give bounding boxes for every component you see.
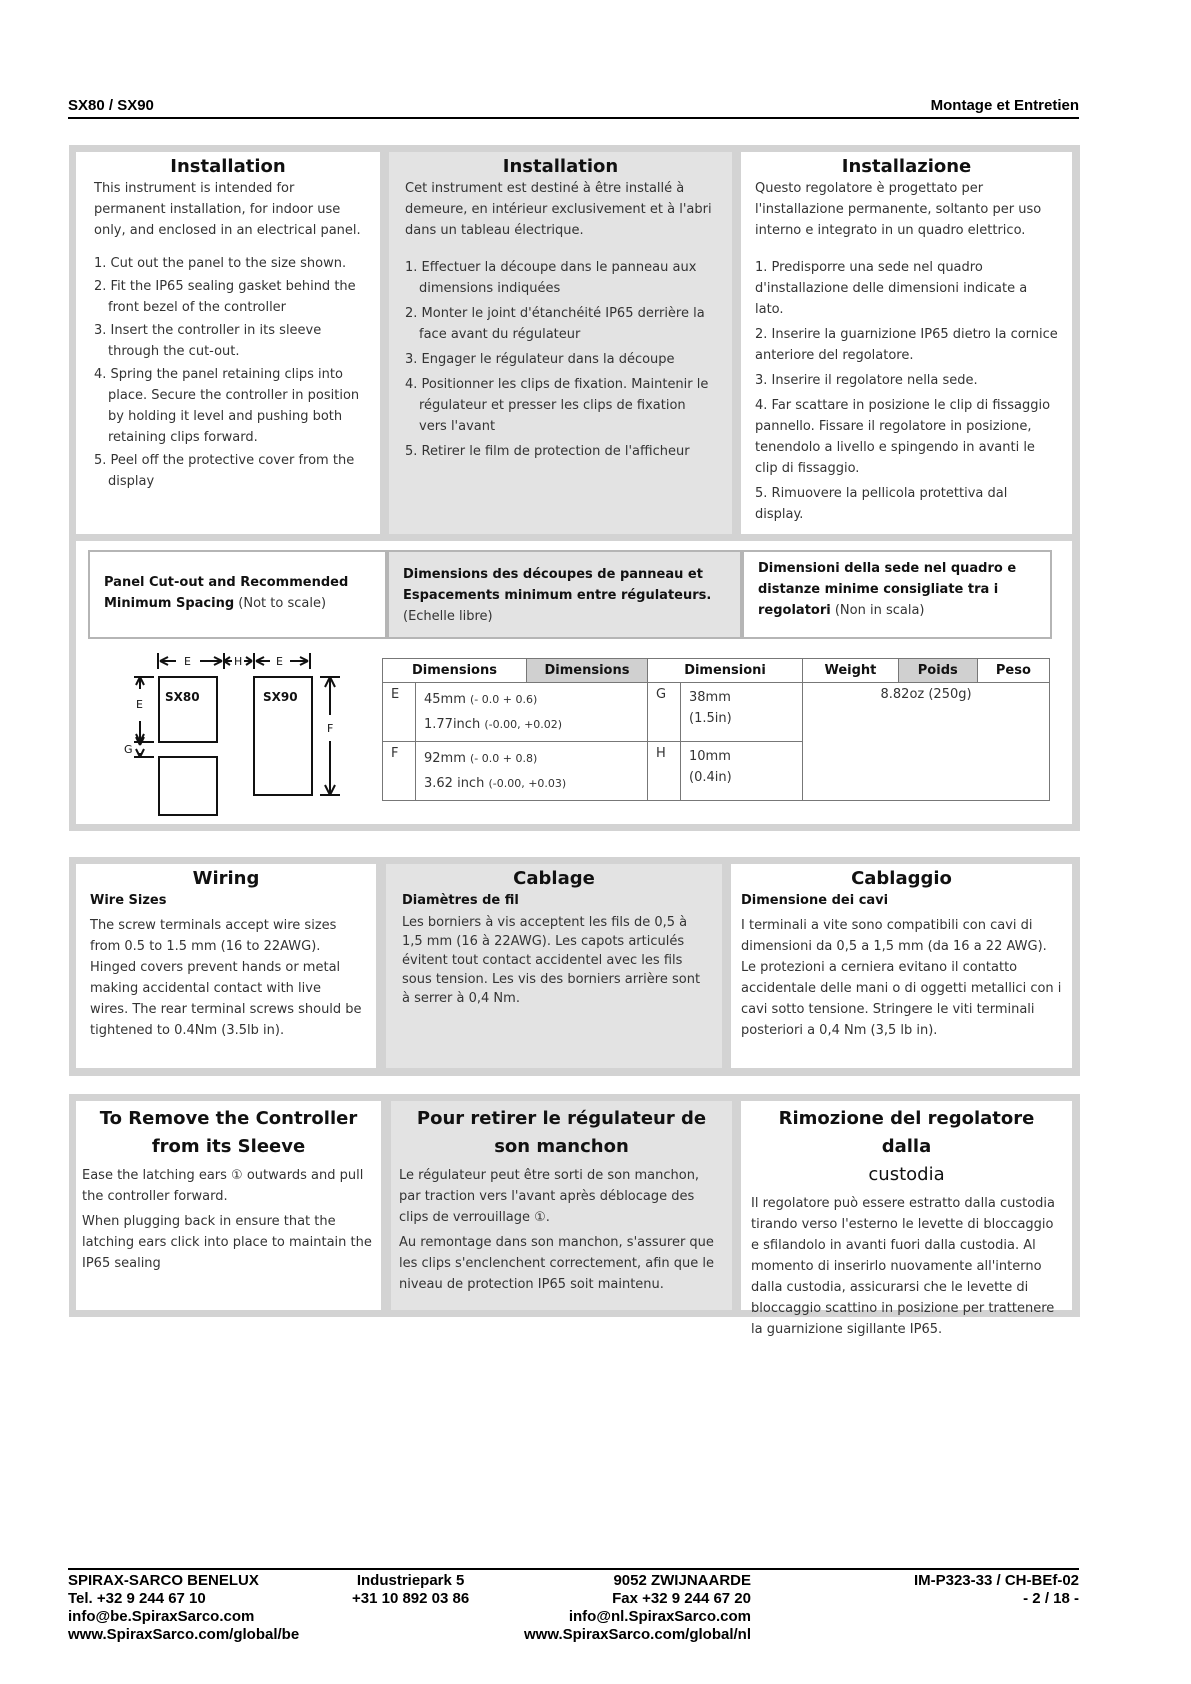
dim-h-label: H bbox=[648, 742, 681, 801]
installation-fr-steps bbox=[405, 257, 716, 462]
list-item: 5. Peel off the protective cover from the display bbox=[94, 453, 355, 489]
table-header: Dimensioni bbox=[648, 659, 803, 683]
footer-web-be[interactable]: www.SpiraxSarco.com/global/be bbox=[68, 1626, 300, 1643]
dim-e-in-tol: (-0.00, +0.02) bbox=[484, 718, 563, 731]
list-item: 5. Retirer le film de protection de l'afficheur bbox=[405, 444, 690, 459]
dim-f-in-tol: (-0.00, +0.03) bbox=[488, 777, 567, 790]
dim-h-mm: 10mm bbox=[689, 749, 731, 764]
footer-email-nl[interactable]: info@nl.SpiraxSarco.com bbox=[568, 1608, 751, 1625]
dimensions-table bbox=[382, 658, 1050, 801]
installation-en-intro: This instrument is intended for permanent installation, for indoor use only, and enclosed in an electrical panel. bbox=[94, 181, 361, 238]
cutout-it bbox=[742, 550, 1052, 639]
wiring-it-subtitle: Dimensione dei cavi bbox=[741, 893, 889, 908]
remove-fr bbox=[391, 1101, 732, 1310]
footer-city: 9052 ZWIJNAARDE bbox=[613, 1572, 751, 1589]
list-item: 3. Engager le régulateur dans la découpe bbox=[405, 352, 675, 367]
cutout-it-note: (Non in scala) bbox=[834, 603, 925, 618]
wiring-fr-text: Les borniers à vis acceptent les fils de 0,5 à 1,5 mm (16 à 22AWG). Les capots articulés évitent tout contact accidentel avec les fils sous tension. Les vis des borniers arrière sont à serrer à 0,4 Nm. bbox=[402, 915, 701, 1006]
footer-phone-nl: +31 10 892 03 86 bbox=[352, 1590, 470, 1607]
wiring-fr bbox=[386, 864, 722, 1068]
dim-g-label: G bbox=[648, 683, 681, 742]
footer-tel: Tel. +32 9 244 67 10 bbox=[68, 1590, 206, 1607]
footer-company: SPIRAX-SARCO BENELUX bbox=[68, 1572, 259, 1589]
dim-label-g-left: G bbox=[124, 743, 133, 756]
table-header: Weight bbox=[803, 659, 899, 683]
wiring-fr-title: Cablage bbox=[513, 868, 595, 889]
remove-fr-p2: Au remontage dans son manchon, s'assurer que les clips s'enclenchent correctement, afin que le niveau de protection IP65 soit maintenu. bbox=[399, 1235, 715, 1292]
list-item: 2. Inserire la guarnizione IP65 dietro la cornice anteriore del regolatore. bbox=[755, 327, 1058, 363]
installation-it-steps bbox=[755, 257, 1058, 525]
dim-label-h-top: H bbox=[234, 655, 243, 668]
dim-e-mm: 45mm bbox=[424, 692, 466, 707]
remove-en bbox=[76, 1101, 381, 1310]
list-item: 1. Cut out the panel to the size shown. bbox=[94, 256, 347, 271]
table-row bbox=[383, 683, 1050, 742]
dim-f-in: 3.62 inch bbox=[424, 776, 485, 791]
list-item: 2. Fit the IP65 sealing gasket behind the front bezel of the controller bbox=[94, 279, 356, 315]
list-item: 1. Effectuer la découpe dans le panneau aux dimensions indiquées bbox=[405, 260, 697, 296]
cutout-en bbox=[88, 550, 387, 639]
list-item: 1. Predisporre una sede nel quadro d'installazione delle dimensioni indicate a lato. bbox=[755, 260, 1028, 317]
footer-email-be[interactable]: info@be.SpiraxSarco.com bbox=[68, 1608, 255, 1625]
remove-fr-title: Pour retirer le régulateur de son manchon bbox=[416, 1108, 707, 1157]
installation-en-steps bbox=[94, 253, 362, 492]
list-item: 3. Inserire il regolatore nella sede. bbox=[755, 373, 978, 388]
dim-label-f-right: F bbox=[327, 722, 334, 735]
dim-f-label: F bbox=[383, 742, 416, 801]
table-header: Poids bbox=[898, 659, 977, 683]
remove-fr-p1: Le régulateur peut être sorti de son manchon, par traction vers l'avant après déblocage des clips de verrouillage ①. bbox=[399, 1168, 700, 1225]
header-left: SX80 / SX90 bbox=[68, 97, 154, 114]
footer-doc-ref: IM-P323-33 / CH-BEf-02 bbox=[913, 1572, 1079, 1589]
footer-col1 bbox=[68, 1572, 299, 1644]
remove-it bbox=[741, 1101, 1072, 1337]
wiring-it bbox=[731, 864, 1072, 1068]
installation-en bbox=[76, 152, 380, 534]
dim-label-e-top: E bbox=[184, 655, 191, 668]
dim-e-value bbox=[416, 683, 648, 742]
remove-en-p1: Ease the latching ears ① outwards and pull the controller forward. bbox=[82, 1168, 364, 1204]
installation-fr-title: Installation bbox=[502, 156, 619, 177]
dim-e-in: 1.77inch bbox=[424, 717, 481, 732]
wiring-it-title: Cablaggio bbox=[851, 868, 952, 889]
installation-it-title: Installazione bbox=[841, 156, 972, 177]
list-item: 2. Monter le joint d'étanchéité IP65 derrière la face avant du régulateur bbox=[405, 306, 705, 342]
list-item: 5. Rimuovere la pellicola protettiva dal display. bbox=[755, 486, 1008, 522]
footer-fax: Fax +32 9 244 67 20 bbox=[612, 1590, 751, 1607]
list-item: 4. Spring the panel retaining clips into place. Secure the controller in position by holding it level and pushing both retaining clips forward. bbox=[94, 367, 360, 445]
weight-value: 8.82oz (250g) bbox=[803, 683, 1050, 801]
cutout-en-note: (Not to scale) bbox=[238, 596, 327, 611]
dim-f-mm-tol: (- 0.0 + 0.8) bbox=[470, 752, 538, 765]
dim-f-mm: 92mm bbox=[424, 751, 466, 766]
table-header: Dimensions bbox=[527, 659, 648, 683]
sx90-label: SX90 bbox=[263, 690, 298, 704]
installation-it bbox=[741, 152, 1072, 534]
dim-label-e-left: E bbox=[136, 698, 143, 711]
footer-street: Industriepark 5 bbox=[356, 1572, 465, 1589]
dim-e-mm-tol: (- 0.0 + 0.6) bbox=[470, 693, 538, 706]
dim-e-label: E bbox=[383, 683, 416, 742]
header-rule bbox=[68, 117, 1079, 119]
cutout-fr-note: (Echelle libre) bbox=[403, 609, 493, 624]
wiring-it-text: I terminali a vite sono compatibili con cavi di dimensioni da 0,5 a 1,5 mm (da 16 a 22 AWG). Le protezioni a cerniera evitano il contatto accidentale delle mani o di oggetti metallici con i cavi sotto tensione. Stringere le viti terminali posteriori a 0,4 Nm (3,5 lb in). bbox=[741, 918, 1062, 1038]
dim-label-e-top-right: E bbox=[276, 655, 283, 668]
sx80-label: SX80 bbox=[165, 690, 200, 704]
footer-col4 bbox=[914, 1572, 1079, 1608]
dim-g-in: (1.5in) bbox=[689, 711, 732, 726]
wiring-en bbox=[76, 864, 376, 1068]
table-header: Dimensions bbox=[383, 659, 527, 683]
footer-col2 bbox=[352, 1572, 469, 1608]
dim-g-value bbox=[681, 683, 803, 742]
cutout-en-title: Panel Cut-out and Recommended Minimum Spacing bbox=[104, 575, 349, 611]
footer-rule bbox=[68, 1568, 1079, 1570]
installation-en-title: Installation bbox=[170, 156, 286, 177]
footer-web-nl[interactable]: www.SpiraxSarco.com/global/nl bbox=[524, 1626, 751, 1643]
installation-fr bbox=[389, 152, 732, 534]
installation-fr-intro: Cet instrument est destiné à être installé à demeure, en intérieur exclusivement et à l'abri dans un tableau électrique. bbox=[405, 181, 712, 238]
footer-col3 bbox=[524, 1572, 751, 1644]
dim-g-mm: 38mm bbox=[689, 690, 731, 705]
wiring-en-subtitle: Wire Sizes bbox=[90, 893, 167, 908]
header-right: Montage et Entretien bbox=[930, 97, 1079, 114]
list-item: 3. Insert the controller in its sleeve through the cut-out. bbox=[94, 323, 322, 359]
dim-h-value bbox=[681, 742, 803, 801]
footer-page-number: - 2 / 18 - bbox=[1023, 1590, 1079, 1607]
installation-it-intro: Questo regolatore è progettato per l'installazione permanente, soltanto per uso interno e integrato in un quadro elettrico. bbox=[755, 181, 1042, 238]
wiring-en-text: The screw terminals accept wire sizes from 0.5 to 1.5 mm (16 to 22AWG). Hinged covers prevent hands or metal making accidental contact with live wires. The rear terminal screws should be tightened to 0.4Nm (3.5lb in). bbox=[90, 918, 362, 1038]
table-header: Peso bbox=[977, 659, 1049, 683]
list-item: 4. Positionner les clips de fixation. Maintenir le régulateur et presser les clips de fixation vers l'avant bbox=[405, 377, 709, 434]
remove-it-p1: Il regolatore può essere estratto dalla custodia tirando verso l'esterno le levette di bloccaggio e sfilandolo in avanti fuori dalla custodia. Al momento di inserirlo nuovamente all'interno dalla custodia, assicurarsi che le levette di bloccaggio scattino in posizione per trattenere la guarnizione sigillante IP65. bbox=[751, 1196, 1056, 1337]
cutout-fr bbox=[387, 550, 742, 639]
cutout-fr-title: Dimensions des découpes de panneau et Espacements minimum entre régulateurs. bbox=[403, 567, 712, 603]
remove-en-p2: When plugging back in ensure that the latching ears click into place to maintain the IP65 sealing bbox=[82, 1214, 372, 1271]
dim-f-value bbox=[416, 742, 648, 801]
panel-cutout-diagram bbox=[120, 645, 355, 825]
remove-it-title-line2: custodia bbox=[868, 1164, 945, 1185]
dim-h-in: (0.4in) bbox=[689, 770, 732, 785]
remove-it-title: Rimozione del regolatore dalla bbox=[778, 1108, 1035, 1157]
remove-en-title: To Remove the Controller from its Sleeve bbox=[99, 1108, 358, 1157]
wiring-fr-subtitle: Diamètres de fil bbox=[402, 893, 519, 908]
wiring-en-title: Wiring bbox=[192, 868, 260, 889]
cutout-it-title: Dimensioni della sede nel quadro e distanze minime consigliate tra i regolatori bbox=[758, 561, 1017, 618]
list-item: 4. Far scattare in posizione le clip di fissaggio pannello. Fissare il regolatore in posizione, tenendolo a livello e spingendo in avanti le clip di fissaggio. bbox=[755, 398, 1051, 476]
